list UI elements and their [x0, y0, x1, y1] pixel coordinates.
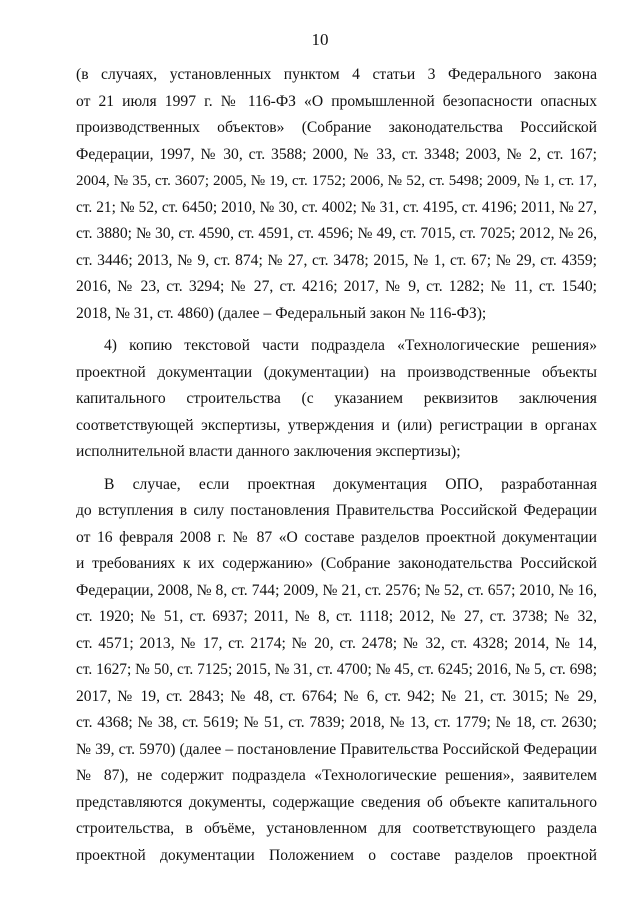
text-line: ст. 3880; № 30, ст. 4590, ст. 4591, ст. 4596; № 49, ст. 7015, ст. 7025; 2012, № 26, — [76, 225, 597, 242]
text-line: капитального строительства (с указанием реквизитов заключения — [76, 390, 597, 407]
text-line: № 39, ст. 5970) (далее – постановление Правительства Российской Федерации — [76, 740, 597, 758]
text-line: проектной документации (документации) на производственные объекты — [76, 363, 597, 381]
text-line: ст. 1920; № 51, ст. 6937; 2011, № 8, ст. 1118; 2012, № 27, ст. 3738; № 32, — [76, 608, 597, 625]
text-line: ст. 21; № 52, ст. 6450; 2010, № 30, ст. 4002; № 31, ст. 4195, ст. 4196; 2011, № 27, — [76, 198, 597, 216]
text-line: и требованиях к их содержанию» (Собрание законодательства Российской — [76, 555, 597, 572]
text-line: ст. 1627; № 50, ст. 7125; 2015, № 31, ст. 4700; № 45, ст. 6245; 2016, № 5, ст. 698; — [76, 661, 597, 678]
text-line: ст. 4571; 2013, № 17, ст. 2174; № 20, ст. 2478; № 32, ст. 4328; 2014, № 14, — [76, 634, 597, 652]
page-number: 10 — [311, 30, 329, 49]
text-line: исполнительной власти данного заключения экспертизы); — [76, 443, 461, 460]
text-line: ст. 3446; 2013, № 9, ст. 874; № 27, ст. 3478; 2015, № 1, ст. 67; № 29, ст. 4359; — [76, 251, 597, 269]
text-line: строительства, в объёме, установленном для соответствующего раздела — [76, 820, 597, 837]
text-line: ст. 4368; № 38, ст. 5619; № 51, ст. 7839; 2018, № 13, ст. 1779; № 18, ст. 2630; — [76, 714, 597, 731]
text-line: соответствующей экспертизы, утверждения и (или) регистрации в органах — [76, 416, 597, 434]
text-line-indented: 4) копию текстовой части подраздела «Технологические решения» — [104, 337, 597, 354]
text-line: Федерации, 2008, № 8, ст. 744; 2009, № 21, ст. 2576; № 52, ст. 657; 2010, № 16, — [76, 581, 597, 599]
text-line: (в случаях, установленных пунктом 4 статьи 3 Федерального закона — [76, 66, 597, 83]
text-line: 2016, № 23, ст. 3294; № 27, ст. 4216; 2017, № 9, ст. 1282; № 11, ст. 1540; — [76, 278, 597, 295]
text-line: производственных объектов» (Собрание законодательства Российской — [76, 119, 597, 136]
text-line-indented: В случае, если проектная документация ОПО, разработанная — [104, 475, 597, 493]
paragraph-1 — [76, 62, 597, 327]
text-line: до вступления в силу постановления Правительства Российской Федерации — [76, 502, 597, 519]
text-line: № 87), не содержит подраздела «Технологические решения», заявителем — [76, 767, 597, 784]
document-body — [76, 62, 597, 869]
text-line: от 21 июля 1997 г. № 116-ФЗ «О промышленной безопасности опасных — [76, 92, 597, 110]
text-line: 2018, № 31, ст. 4860) (далее – Федеральный закон № 116-ФЗ); — [76, 304, 487, 322]
text-line: 2004, № 35, ст. 3607; 2005, № 19, ст. 1752; 2006, № 52, ст. 5498; 2009, № 1, ст. 17, — [76, 173, 597, 189]
text-line: представляются документы, содержащие сведения об объекте капитального — [76, 793, 597, 811]
text-line: Федерации, 1997, № 30, ст. 3588; 2000, № 33, ст. 3348; 2003, № 2, ст. 167; — [76, 145, 597, 163]
text-line: 2017, № 19, ст. 2843; № 48, ст. 6764; № 6, ст. 942; № 21, ст. 3015; № 29, — [76, 687, 597, 705]
paragraph-2 — [76, 333, 597, 466]
text-line: проектной документации Положением о составе разделов проектной — [76, 846, 597, 864]
text-line: от 16 февраля 2008 г. № 87 «О составе разделов проектной документации — [76, 528, 597, 546]
paragraph-3 — [76, 472, 597, 870]
